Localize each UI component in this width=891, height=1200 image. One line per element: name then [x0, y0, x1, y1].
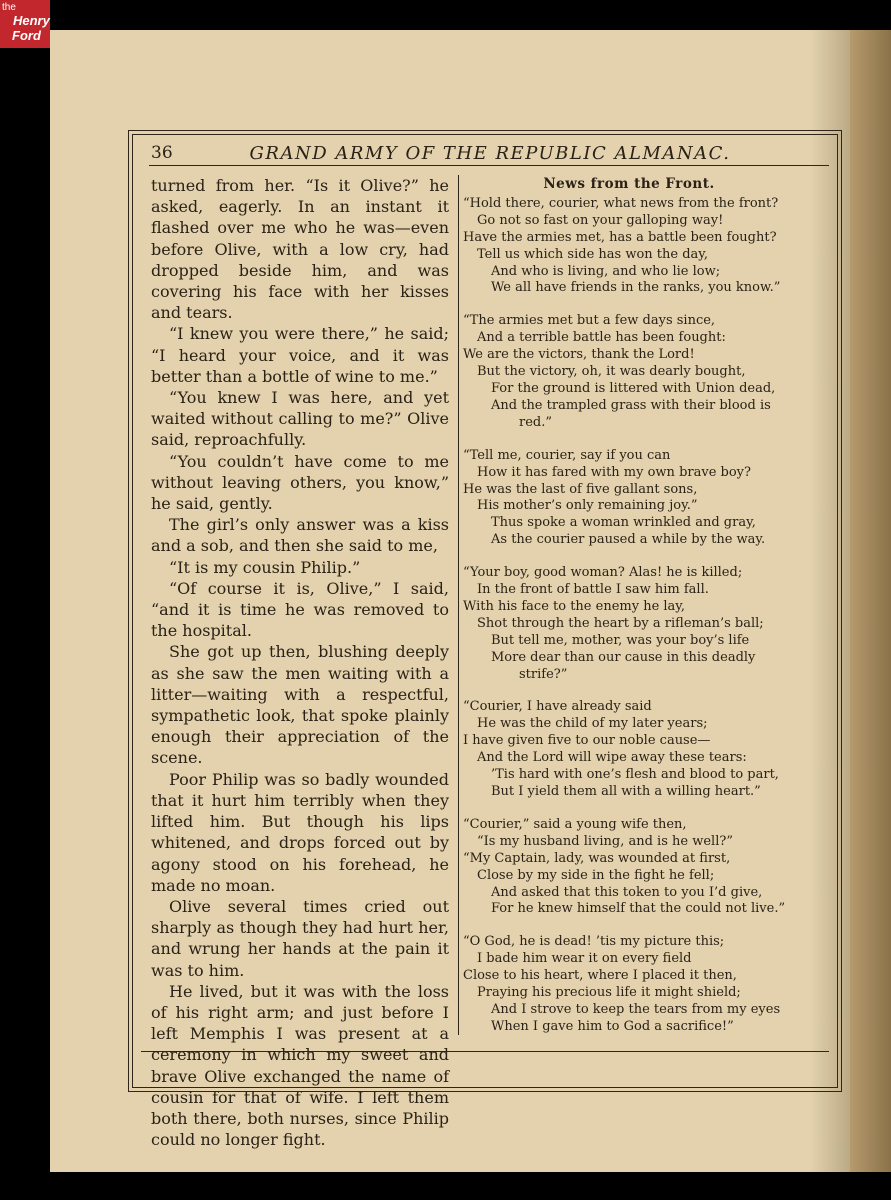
poem-stanza [463, 196, 795, 297]
poem-stanza [463, 313, 795, 431]
story-paragraph: She got up then, blushing deeply as she saw the men waiting with a litter—waiting with a respectful, sympathetic look, that spoke plainly enough their appreciation of the scene. [151, 642, 449, 768]
poem-stanza [463, 699, 795, 800]
poem-stanza [463, 448, 795, 549]
poem-line: I have given five to our noble cause— [463, 733, 711, 749]
poem-line: When I gave him to God a sacrifice!” [491, 1018, 734, 1034]
running-title: GRAND ARMY OF THE REPUBLIC ALMANAC. [249, 143, 731, 164]
poem-line: Shot through the heart by a rifleman’s ball; [477, 615, 764, 631]
poem-column [463, 176, 795, 1052]
story-paragraph: “You knew I was here, and yet waited without calling to me?” Olive said, reproachfully. [151, 388, 449, 450]
poem-line: Close by my side in the fight he fell; [477, 867, 715, 883]
page-number: 36 [151, 143, 173, 163]
poem-line: “Courier,” said a young wife then, [463, 816, 687, 832]
poem-line: He was the last of five gallant sons, [463, 481, 698, 497]
poem-line: And the trampled grass with their blood is [491, 397, 771, 413]
story-paragraph: He lived, but it was with the loss of his right arm; and just before I left Memphis I was present at a ceremony in which my sweet and brave Olive exchanged the name of cousin for that of wife. I left them both there, both nurses, since Philip could no longer fight. [151, 981, 449, 1150]
poem-line: “Your boy, good woman? Alas! he is killed; [463, 565, 743, 581]
poem-line: Tell us which side has won the day, [477, 246, 709, 262]
poem-line: “Courier, I have already said [463, 699, 652, 715]
henry-ford-watermark-logo [0, 0, 50, 48]
poem-line: ’Tis hard with one’s flesh and blood to part, [491, 767, 779, 783]
poem-line: But tell me, mother, was your boy’s life [491, 632, 750, 648]
book-spine [850, 30, 891, 1172]
poem-line: And a terrible battle has been fought: [477, 330, 726, 346]
poem-line: Close to his heart, where I placed it then, [463, 968, 737, 984]
poem-line: Praying his precious life it might shield; [477, 985, 741, 1001]
poem-line: strife?” [519, 666, 568, 682]
story-paragraph: “You couldn’t have come to me without leaving others, you know,” he said, gently. [151, 451, 449, 514]
poem-line: But I yield them all with a willing heart.” [491, 784, 761, 799]
poem-line: For he knew himself that the could not live.” [491, 901, 786, 917]
poem-line: But the victory, oh, it was dearly bought, [477, 364, 746, 380]
poem-line: And who is living, and who lie low; [491, 263, 721, 279]
story-paragraph: “Of course it is, Olive,” I said, “and it is time he was removed to the hospital. [151, 578, 449, 641]
logo-text-the: the [2, 2, 16, 13]
poem-line: He was the child of my later years; [477, 716, 708, 732]
logo-text-ford: Ford [12, 28, 41, 43]
poem-line: His mother’s only remaining joy.” [477, 498, 698, 514]
poem-line: “Is my husband living, and is he well?” [477, 833, 733, 849]
story-paragraph: “I knew you were there,” he said; “I heard your voice, and it was better than a bottle of wine to me.” [151, 324, 449, 386]
poem-line: “The armies met but a few days since, [463, 313, 716, 329]
poem-line: Have the armies met, has a battle been fought? [463, 229, 777, 245]
poem-line: And I strove to keep the tears from my eyes [491, 1001, 781, 1017]
logo-text-henry: Henry [13, 13, 50, 28]
poem-line: “Hold there, courier, what news from the front? [463, 195, 779, 211]
poem-line: As the courier paused a while by the way. [491, 532, 766, 548]
story-paragraph: Poor Philip was so badly wounded that it hurt him terribly when they lifted him. But though his lips whitened, and drops forced out by agony stood on his forehead, he made no moan. [151, 769, 449, 895]
poem-line: And asked that this token to you I’d give, [491, 884, 763, 900]
poem-line: “My Captain, lady, was wounded at first, [463, 850, 731, 866]
poem-stanzas [463, 196, 795, 1036]
poem-line: How it has fared with my own brave boy? [477, 464, 751, 480]
poem-line: More dear than our cause in this deadly [491, 649, 756, 665]
poem-line: I bade him wear it on every field [477, 951, 692, 967]
story-paragraph: turned from her. “Is it Olive?” he asked, eagerly. In an instant it flashed over me who he was—even before Olive, with a low cry, had dropped beside him, and was covering his face with her kisses and tears. [151, 176, 449, 323]
story-paragraph: The girl’s only answer was a kiss and a sob, and then she said to me, [151, 515, 449, 556]
poem-line: And the Lord will wipe away these tears: [477, 750, 747, 766]
story-column [151, 175, 449, 1150]
page-border-frame [128, 130, 842, 1150]
poem-title: News from the Front. [543, 176, 715, 192]
poem-line: We are the victors, thank the Lord! [463, 347, 695, 363]
poem-stanza [463, 565, 795, 683]
poem-line: “O God, he is dead! ’tis my picture this; [463, 934, 725, 950]
header-rule [149, 165, 829, 166]
poem-line: Go not so fast on your galloping way! [477, 212, 724, 228]
poem-line: With his face to the enemy he lay, [463, 598, 686, 614]
story-paragraph: Olive several times cried out sharply as though they had hurt her, and wrung her hands at the pain it was to him. [151, 896, 449, 980]
column-divider [458, 175, 459, 1035]
story-paragraph: “It is my cousin Philip.” [169, 557, 361, 577]
poem-stanza [463, 934, 795, 1035]
poem-line: “Tell me, courier, say if you can [463, 447, 671, 463]
poem-line: In the front of battle I saw him fall. [477, 582, 709, 598]
poem-line: Thus spoke a woman wrinkled and gray, [491, 515, 756, 531]
page-header [151, 141, 829, 167]
poem-stanza [463, 817, 795, 918]
poem-line: red.” [519, 414, 553, 430]
poem-line: For the ground is littered with Union dead, [491, 380, 776, 396]
almanac-page [50, 30, 850, 1172]
poem-line: We all have friends in the ranks, you know.” [491, 280, 781, 296]
